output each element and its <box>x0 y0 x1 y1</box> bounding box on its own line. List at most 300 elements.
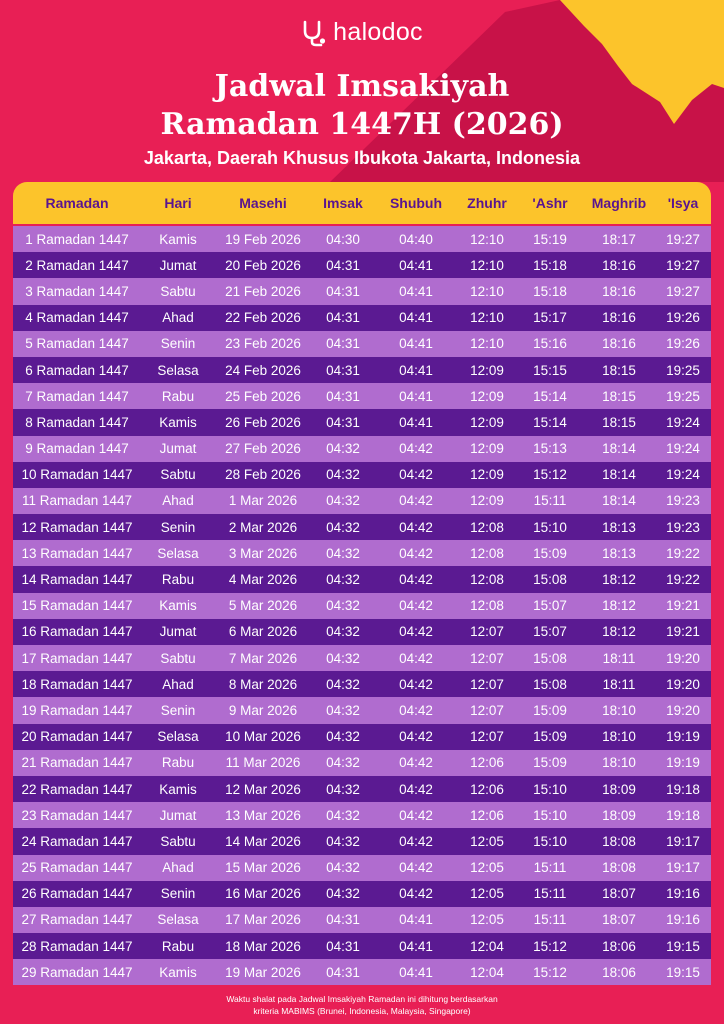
ashr-time-cell: 15:17 <box>533 310 567 326</box>
ashr-time-cell: 15:09 <box>533 545 567 561</box>
day-name-cell: Sabtu <box>160 283 196 299</box>
shubuh-time-cell: 04:41 <box>399 310 433 326</box>
imsak-time-cell: 04:31 <box>326 388 360 404</box>
table-row <box>13 488 711 514</box>
day-name-cell: Selasa <box>157 912 199 928</box>
ashr-time-cell: 15:12 <box>533 467 567 483</box>
ashr-time-cell: 15:11 <box>533 493 567 509</box>
stethoscope-icon <box>301 19 327 47</box>
shubuh-time-cell: 04:42 <box>399 441 433 457</box>
isya-time-cell: 19:27 <box>666 231 700 247</box>
shubuh-time-cell: 04:42 <box>399 755 433 771</box>
zhuhr-time-cell: 12:05 <box>470 833 504 849</box>
isya-time-cell: 19:22 <box>666 572 700 588</box>
column-header-imsak: Imsak <box>323 195 363 211</box>
isya-time-cell: 19:19 <box>666 729 700 745</box>
ramadan-day-cell: 14 Ramadan 1447 <box>21 572 133 588</box>
day-name-cell: Sabtu <box>160 833 196 849</box>
shubuh-time-cell: 04:41 <box>399 964 433 980</box>
imsak-time-cell: 04:32 <box>326 676 360 692</box>
day-name-cell: Kamis <box>159 414 197 430</box>
maghrib-time-cell: 18:09 <box>602 807 636 823</box>
table-row <box>13 933 711 959</box>
day-name-cell: Ahad <box>162 860 194 876</box>
zhuhr-time-cell: 12:09 <box>470 388 504 404</box>
ramadan-day-cell: 4 Ramadan 1447 <box>25 310 129 326</box>
day-name-cell: Senin <box>160 519 196 535</box>
isya-time-cell: 19:21 <box>666 598 700 614</box>
imsak-time-cell: 04:32 <box>326 519 360 535</box>
ashr-time-cell: 15:12 <box>533 938 567 954</box>
ashr-time-cell: 15:08 <box>533 650 567 666</box>
maghrib-time-cell: 18:17 <box>602 231 636 247</box>
isya-time-cell: 19:20 <box>666 650 700 666</box>
day-name-cell: Kamis <box>159 964 197 980</box>
zhuhr-time-cell: 12:08 <box>470 545 504 561</box>
column-header-masehi: Masehi <box>239 195 287 211</box>
shubuh-time-cell: 04:41 <box>399 336 433 352</box>
footnote-line-2: kriteria MABIMS (Brunei, Indonesia, Malaysia, Singapore) <box>253 1006 471 1016</box>
ramadan-day-cell: 3 Ramadan 1447 <box>25 283 129 299</box>
ramadan-day-cell: 9 Ramadan 1447 <box>25 441 129 457</box>
day-name-cell: Kamis <box>159 231 197 247</box>
ramadan-day-cell: 17 Ramadan 1447 <box>21 650 133 666</box>
ashr-time-cell: 15:11 <box>533 912 567 928</box>
day-name-cell: Jumat <box>159 807 197 823</box>
table-row <box>13 828 711 854</box>
shubuh-time-cell: 04:42 <box>399 572 433 588</box>
gregorian-date-cell: 18 Mar 2026 <box>225 938 301 954</box>
zhuhr-time-cell: 12:07 <box>470 624 504 640</box>
day-name-cell: Senin <box>160 336 196 352</box>
shubuh-time-cell: 04:42 <box>399 886 433 902</box>
isya-time-cell: 19:21 <box>666 624 700 640</box>
ashr-time-cell: 15:13 <box>533 441 567 457</box>
day-name-cell: Selasa <box>157 362 199 378</box>
shubuh-time-cell: 04:42 <box>399 807 433 823</box>
maghrib-time-cell: 18:07 <box>602 886 636 902</box>
ashr-time-cell: 15:07 <box>533 598 567 614</box>
maghrib-time-cell: 18:16 <box>602 310 636 326</box>
ramadan-day-cell: 26 Ramadan 1447 <box>21 886 133 902</box>
shubuh-time-cell: 04:42 <box>399 860 433 876</box>
ramadan-day-cell: 11 Ramadan 1447 <box>21 493 133 509</box>
isya-time-cell: 19:23 <box>666 519 700 535</box>
zhuhr-time-cell: 12:10 <box>470 231 504 247</box>
maghrib-time-cell: 18:14 <box>602 441 636 457</box>
table-row <box>13 750 711 776</box>
table-row <box>13 881 711 907</box>
table-row <box>13 462 711 488</box>
gregorian-date-cell: 22 Feb 2026 <box>225 310 301 326</box>
day-name-cell: Selasa <box>157 729 199 745</box>
imsak-time-cell: 04:32 <box>326 441 360 457</box>
ramadan-day-cell: 7 Ramadan 1447 <box>25 388 129 404</box>
gregorian-date-cell: 19 Feb 2026 <box>225 231 301 247</box>
imsak-time-cell: 04:31 <box>326 414 360 430</box>
isya-time-cell: 19:16 <box>666 912 700 928</box>
footnote-line-1: Waktu shalat pada Jadwal Imsakiyah Ramadan ini dihitung berdasarkan <box>226 994 498 1004</box>
isya-time-cell: 19:20 <box>666 676 700 692</box>
table-row <box>13 697 711 723</box>
gregorian-date-cell: 21 Feb 2026 <box>225 283 301 299</box>
ramadan-day-cell: 12 Ramadan 1447 <box>21 519 133 535</box>
table-body <box>13 226 711 985</box>
ashr-time-cell: 15:18 <box>533 257 567 273</box>
shubuh-time-cell: 04:42 <box>399 702 433 718</box>
table-header-row <box>13 182 711 224</box>
ramadan-day-cell: 24 Ramadan 1447 <box>21 833 133 849</box>
maghrib-time-cell: 18:11 <box>602 650 636 666</box>
gregorian-date-cell: 16 Mar 2026 <box>225 886 301 902</box>
day-name-cell: Kamis <box>159 781 197 797</box>
imsak-time-cell: 04:31 <box>326 362 360 378</box>
ashr-time-cell: 15:19 <box>533 231 567 247</box>
day-name-cell: Sabtu <box>160 467 196 483</box>
shubuh-time-cell: 04:42 <box>399 833 433 849</box>
day-name-cell: Jumat <box>159 257 197 273</box>
gregorian-date-cell: 19 Mar 2026 <box>225 964 301 980</box>
ashr-time-cell: 15:14 <box>533 388 567 404</box>
imsak-time-cell: 04:32 <box>326 833 360 849</box>
ashr-time-cell: 15:15 <box>533 362 567 378</box>
maghrib-time-cell: 18:10 <box>602 702 636 718</box>
isya-time-cell: 19:22 <box>666 545 700 561</box>
table-row <box>13 802 711 828</box>
imsak-time-cell: 04:32 <box>326 886 360 902</box>
zhuhr-time-cell: 12:07 <box>470 729 504 745</box>
isya-time-cell: 19:25 <box>666 388 700 404</box>
shubuh-time-cell: 04:42 <box>399 676 433 692</box>
isya-time-cell: 19:26 <box>666 310 700 326</box>
ashr-time-cell: 15:11 <box>533 886 567 902</box>
imsak-time-cell: 04:32 <box>326 572 360 588</box>
imsak-time-cell: 04:31 <box>326 938 360 954</box>
table-row <box>13 724 711 750</box>
column-header-hari: Hari <box>164 195 192 211</box>
zhuhr-time-cell: 12:07 <box>470 650 504 666</box>
zhuhr-time-cell: 12:10 <box>470 310 504 326</box>
ramadan-day-cell: 20 Ramadan 1447 <box>21 729 133 745</box>
gregorian-date-cell: 26 Feb 2026 <box>225 414 301 430</box>
gregorian-date-cell: 15 Mar 2026 <box>225 860 301 876</box>
gregorian-date-cell: 27 Feb 2026 <box>225 441 301 457</box>
zhuhr-time-cell: 12:05 <box>470 860 504 876</box>
table-row <box>13 907 711 933</box>
ramadan-day-cell: 6 Ramadan 1447 <box>25 362 129 378</box>
gregorian-date-cell: 20 Feb 2026 <box>225 257 301 273</box>
ashr-time-cell: 15:09 <box>533 755 567 771</box>
imsak-time-cell: 04:32 <box>326 493 360 509</box>
isya-time-cell: 19:15 <box>666 938 700 954</box>
zhuhr-time-cell: 12:08 <box>470 572 504 588</box>
isya-time-cell: 19:26 <box>666 336 700 352</box>
table-row <box>13 514 711 540</box>
isya-time-cell: 19:20 <box>666 702 700 718</box>
table-row <box>13 383 711 409</box>
maghrib-time-cell: 18:10 <box>602 729 636 745</box>
shubuh-time-cell: 04:42 <box>399 467 433 483</box>
imsak-time-cell: 04:30 <box>326 231 360 247</box>
ashr-time-cell: 15:16 <box>533 336 567 352</box>
ashr-time-cell: 15:10 <box>533 519 567 535</box>
shubuh-time-cell: 04:41 <box>399 414 433 430</box>
gregorian-date-cell: 23 Feb 2026 <box>225 336 301 352</box>
zhuhr-time-cell: 12:09 <box>470 493 504 509</box>
maghrib-time-cell: 18:06 <box>602 964 636 980</box>
ashr-time-cell: 15:10 <box>533 807 567 823</box>
ashr-time-cell: 15:09 <box>533 702 567 718</box>
ramadan-day-cell: 2 Ramadan 1447 <box>25 257 129 273</box>
day-name-cell: Ahad <box>162 676 194 692</box>
ashr-time-cell: 15:08 <box>533 572 567 588</box>
isya-time-cell: 19:16 <box>666 886 700 902</box>
maghrib-time-cell: 18:07 <box>602 912 636 928</box>
imsak-time-cell: 04:32 <box>326 598 360 614</box>
isya-time-cell: 19:27 <box>666 283 700 299</box>
ramadan-day-cell: 21 Ramadan 1447 <box>21 755 133 771</box>
gregorian-date-cell: 13 Mar 2026 <box>225 807 301 823</box>
table-row <box>13 278 711 304</box>
table-row <box>13 436 711 462</box>
shubuh-time-cell: 04:42 <box>399 545 433 561</box>
table-row <box>13 776 711 802</box>
column-header-ashr: 'Ashr <box>532 195 568 211</box>
shubuh-time-cell: 04:41 <box>399 257 433 273</box>
shubuh-time-cell: 04:42 <box>399 493 433 509</box>
zhuhr-time-cell: 12:10 <box>470 336 504 352</box>
zhuhr-time-cell: 12:09 <box>470 467 504 483</box>
zhuhr-time-cell: 12:10 <box>470 257 504 273</box>
imsak-time-cell: 04:31 <box>326 336 360 352</box>
table-row <box>13 409 711 435</box>
ramadan-day-cell: 16 Ramadan 1447 <box>21 624 133 640</box>
ashr-time-cell: 15:18 <box>533 283 567 299</box>
table-row <box>13 540 711 566</box>
gregorian-date-cell: 6 Mar 2026 <box>228 624 298 640</box>
brand-name: halodoc <box>333 18 423 46</box>
zhuhr-time-cell: 12:04 <box>470 964 504 980</box>
imsak-time-cell: 04:31 <box>326 257 360 273</box>
imsak-time-cell: 04:32 <box>326 650 360 666</box>
imsak-time-cell: 04:32 <box>326 729 360 745</box>
ramadan-day-cell: 18 Ramadan 1447 <box>21 676 133 692</box>
ramadan-day-cell: 1 Ramadan 1447 <box>25 231 129 247</box>
shubuh-time-cell: 04:41 <box>399 388 433 404</box>
gregorian-date-cell: 4 Mar 2026 <box>228 572 298 588</box>
isya-time-cell: 19:19 <box>666 755 700 771</box>
day-name-cell: Rabu <box>161 755 195 771</box>
ashr-time-cell: 15:07 <box>533 624 567 640</box>
maghrib-time-cell: 18:09 <box>602 781 636 797</box>
column-header-zhuhr: Zhuhr <box>467 195 507 211</box>
shubuh-time-cell: 04:42 <box>399 781 433 797</box>
zhuhr-time-cell: 12:07 <box>470 702 504 718</box>
ashr-time-cell: 15:10 <box>533 833 567 849</box>
ashr-time-cell: 15:11 <box>533 860 567 876</box>
table-row <box>13 593 711 619</box>
maghrib-time-cell: 18:15 <box>602 414 636 430</box>
shubuh-time-cell: 04:42 <box>399 624 433 640</box>
column-header-ramadan: Ramadan <box>45 195 109 211</box>
zhuhr-time-cell: 12:05 <box>470 912 504 928</box>
zhuhr-time-cell: 12:07 <box>470 676 504 692</box>
day-name-cell: Senin <box>160 702 196 718</box>
ramadan-day-cell: 5 Ramadan 1447 <box>25 336 129 352</box>
table-row <box>13 566 711 592</box>
isya-time-cell: 19:24 <box>666 414 700 430</box>
ramadan-day-cell: 23 Ramadan 1447 <box>21 807 133 823</box>
gregorian-date-cell: 3 Mar 2026 <box>228 545 298 561</box>
maghrib-time-cell: 18:08 <box>602 860 636 876</box>
maghrib-time-cell: 18:14 <box>602 493 636 509</box>
day-name-cell: Ahad <box>162 493 194 509</box>
ramadan-day-cell: 15 Ramadan 1447 <box>21 598 133 614</box>
shubuh-time-cell: 04:41 <box>399 912 433 928</box>
maghrib-time-cell: 18:10 <box>602 755 636 771</box>
shubuh-time-cell: 04:42 <box>399 519 433 535</box>
table-row <box>13 226 711 252</box>
maghrib-time-cell: 18:11 <box>602 676 636 692</box>
maghrib-time-cell: 18:08 <box>602 833 636 849</box>
maghrib-time-cell: 18:15 <box>602 362 636 378</box>
zhuhr-time-cell: 12:09 <box>470 362 504 378</box>
gregorian-date-cell: 25 Feb 2026 <box>225 388 301 404</box>
maghrib-time-cell: 18:13 <box>602 519 636 535</box>
ashr-time-cell: 15:14 <box>533 414 567 430</box>
isya-time-cell: 19:24 <box>666 467 700 483</box>
title-line-2: Ramadan 1447H (2026) <box>160 107 564 142</box>
column-header-maghrib: Maghrib <box>591 195 647 211</box>
imsak-time-cell: 04:32 <box>326 467 360 483</box>
gregorian-date-cell: 7 Mar 2026 <box>228 650 298 666</box>
imsak-time-cell: 04:32 <box>326 807 360 823</box>
gregorian-date-cell: 1 Mar 2026 <box>228 493 298 509</box>
table-row <box>13 252 711 278</box>
isya-time-cell: 19:17 <box>666 860 700 876</box>
zhuhr-time-cell: 12:09 <box>470 441 504 457</box>
maghrib-time-cell: 18:12 <box>602 572 636 588</box>
isya-time-cell: 19:23 <box>666 493 700 509</box>
shubuh-time-cell: 04:42 <box>399 598 433 614</box>
gregorian-date-cell: 17 Mar 2026 <box>225 912 301 928</box>
page-title <box>0 68 724 144</box>
ashr-time-cell: 15:08 <box>533 676 567 692</box>
table-row <box>13 619 711 645</box>
table-row <box>13 645 711 671</box>
day-name-cell: Ahad <box>162 310 194 326</box>
column-header-isya: 'Isya <box>667 195 699 211</box>
table-row <box>13 855 711 881</box>
maghrib-time-cell: 18:12 <box>602 624 636 640</box>
imsak-time-cell: 04:32 <box>326 755 360 771</box>
ramadan-day-cell: 8 Ramadan 1447 <box>25 414 129 430</box>
ramadan-day-cell: 22 Ramadan 1447 <box>21 781 133 797</box>
gregorian-date-cell: 14 Mar 2026 <box>225 833 301 849</box>
day-name-cell: Kamis <box>159 598 197 614</box>
gregorian-date-cell: 9 Mar 2026 <box>228 702 298 718</box>
footnote <box>0 993 724 1017</box>
zhuhr-time-cell: 12:04 <box>470 938 504 954</box>
ramadan-day-cell: 28 Ramadan 1447 <box>21 938 133 954</box>
zhuhr-time-cell: 12:06 <box>470 781 504 797</box>
ramadan-day-cell: 25 Ramadan 1447 <box>21 860 133 876</box>
gregorian-date-cell: 11 Mar 2026 <box>225 755 301 771</box>
isya-time-cell: 19:27 <box>666 257 700 273</box>
gregorian-date-cell: 10 Mar 2026 <box>225 729 301 745</box>
day-name-cell: Jumat <box>159 441 197 457</box>
imsak-time-cell: 04:32 <box>326 545 360 561</box>
ashr-time-cell: 15:10 <box>533 781 567 797</box>
imsak-time-cell: 04:32 <box>326 781 360 797</box>
day-name-cell: Selasa <box>157 545 199 561</box>
day-name-cell: Rabu <box>161 572 195 588</box>
zhuhr-time-cell: 12:06 <box>470 807 504 823</box>
zhuhr-time-cell: 12:09 <box>470 414 504 430</box>
imsak-time-cell: 04:31 <box>326 912 360 928</box>
shubuh-time-cell: 04:42 <box>399 650 433 666</box>
imsak-time-cell: 04:31 <box>326 283 360 299</box>
isya-time-cell: 19:24 <box>666 441 700 457</box>
zhuhr-time-cell: 12:06 <box>470 755 504 771</box>
table-row <box>13 331 711 357</box>
table-row <box>13 357 711 383</box>
ramadan-day-cell: 13 Ramadan 1447 <box>21 545 133 561</box>
schedule-table <box>13 182 711 985</box>
gregorian-date-cell: 28 Feb 2026 <box>225 467 301 483</box>
isya-time-cell: 19:17 <box>666 833 700 849</box>
ramadan-day-cell: 10 Ramadan 1447 <box>21 467 133 483</box>
title-line-1: Jadwal Imsakiyah <box>214 69 510 104</box>
gregorian-date-cell: 8 Mar 2026 <box>228 676 298 692</box>
day-name-cell: Jumat <box>159 624 197 640</box>
maghrib-time-cell: 18:15 <box>602 388 636 404</box>
day-name-cell: Rabu <box>161 388 195 404</box>
table-row <box>13 959 711 985</box>
imsak-time-cell: 04:32 <box>326 860 360 876</box>
imsak-time-cell: 04:32 <box>326 624 360 640</box>
brand-logo <box>0 18 724 47</box>
maghrib-time-cell: 18:12 <box>602 598 636 614</box>
shubuh-time-cell: 04:42 <box>399 729 433 745</box>
gregorian-date-cell: 12 Mar 2026 <box>225 781 301 797</box>
shubuh-time-cell: 04:40 <box>399 231 433 247</box>
imsak-time-cell: 04:31 <box>326 964 360 980</box>
zhuhr-time-cell: 12:08 <box>470 519 504 535</box>
location-subtitle: Jakarta, Daerah Khusus Ibukota Jakarta, Indonesia <box>143 148 581 168</box>
ashr-time-cell: 15:12 <box>533 964 567 980</box>
table-row <box>13 305 711 331</box>
isya-time-cell: 19:18 <box>666 781 700 797</box>
gregorian-date-cell: 2 Mar 2026 <box>228 519 298 535</box>
maghrib-time-cell: 18:14 <box>602 467 636 483</box>
imsak-time-cell: 04:31 <box>326 310 360 326</box>
maghrib-time-cell: 18:06 <box>602 938 636 954</box>
ramadan-day-cell: 27 Ramadan 1447 <box>21 912 133 928</box>
zhuhr-time-cell: 12:08 <box>470 598 504 614</box>
gregorian-date-cell: 5 Mar 2026 <box>228 598 298 614</box>
ramadan-day-cell: 29 Ramadan 1447 <box>21 964 133 980</box>
maghrib-time-cell: 18:16 <box>602 283 636 299</box>
day-name-cell: Rabu <box>161 938 195 954</box>
shubuh-time-cell: 04:41 <box>399 938 433 954</box>
isya-time-cell: 19:18 <box>666 807 700 823</box>
shubuh-time-cell: 04:41 <box>399 283 433 299</box>
imsak-time-cell: 04:32 <box>326 702 360 718</box>
isya-time-cell: 19:15 <box>666 964 700 980</box>
table-row <box>13 671 711 697</box>
shubuh-time-cell: 04:41 <box>399 362 433 378</box>
